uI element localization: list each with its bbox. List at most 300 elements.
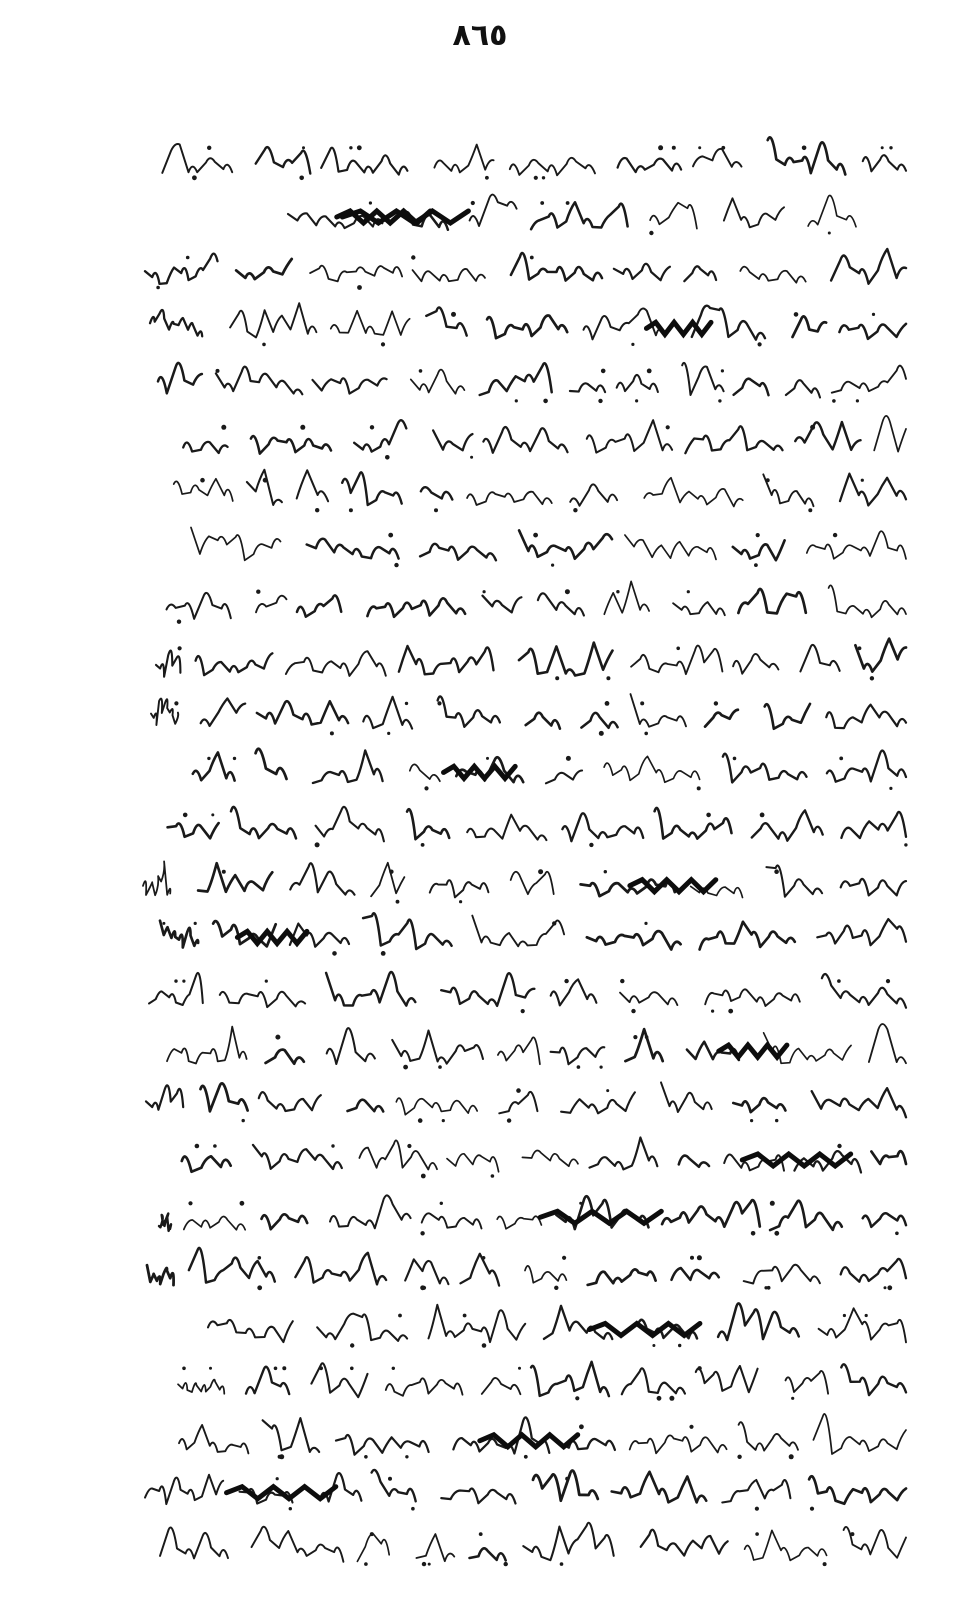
diacritic-dot: [177, 620, 181, 624]
handwritten-word: [467, 815, 546, 840]
diacritic-dot: [733, 756, 737, 760]
manuscript-line: [60, 852, 920, 912]
handwritten-word: [331, 310, 410, 334]
diacritic-dot: [856, 399, 859, 402]
handwritten-word: [765, 704, 810, 729]
diacritic-dot: [258, 1256, 262, 1260]
handwritten-word: [472, 916, 564, 947]
diacritic-dot: [479, 1532, 483, 1536]
handwritten-word: [357, 1533, 389, 1560]
handwritten-word: [263, 1418, 320, 1452]
handwriting-strokes: [161, 741, 910, 801]
diacritic-dot: [565, 589, 570, 594]
handwritten-word: [841, 1259, 906, 1282]
handwritten-word: [519, 530, 612, 558]
handwritten-word: [523, 1522, 613, 1559]
diacritic-dot: [566, 755, 571, 760]
diacritic-dot: [658, 145, 663, 150]
diacritic-dot: [162, 922, 165, 925]
diacritic-dot: [257, 1285, 262, 1290]
diacritic-dot: [697, 1255, 702, 1260]
diacritic-dot: [302, 146, 305, 149]
diacritic-dot: [711, 1009, 714, 1012]
diacritic-dot: [357, 285, 362, 290]
diacritic-dot: [562, 1256, 566, 1260]
diacritic-dot: [884, 1286, 887, 1289]
manuscript-line: [60, 1185, 920, 1245]
handwritten-word: [359, 1140, 437, 1169]
handwritten-word: [386, 1378, 463, 1395]
diacritic-dot: [605, 701, 610, 706]
manuscript-line: [60, 352, 920, 412]
diacritic-dot: [850, 1532, 854, 1536]
handwritten-word: [156, 650, 180, 676]
diacritic-dot: [420, 1285, 425, 1290]
handwritten-word: [655, 808, 732, 839]
handwritten-word: [841, 878, 906, 894]
handwritten-word: [178, 1380, 224, 1394]
handwritten-word: [430, 880, 489, 897]
handwritten-word: [147, 1265, 174, 1285]
handwritten-word: [160, 1527, 228, 1558]
handwritten-word: [158, 363, 202, 393]
diacritic-dot: [428, 1562, 431, 1565]
handwriting-strokes: [168, 1351, 910, 1411]
handwriting-strokes: [156, 796, 910, 856]
handwritten-word: [320, 1473, 361, 1501]
handwritten-word: [179, 1425, 248, 1453]
diacritic-dot: [676, 646, 680, 650]
handwriting-strokes: [154, 574, 910, 634]
handwritten-word: [399, 646, 494, 674]
diacritic-dot: [601, 369, 606, 374]
diacritic-dot: [482, 1343, 487, 1348]
handwritten-word: [705, 710, 738, 727]
handwritten-word: [672, 1268, 719, 1280]
handwritten-word: [807, 531, 906, 559]
handwritten-word: [590, 1138, 658, 1170]
diacritic-dot: [669, 1396, 674, 1401]
diacritic-dot: [758, 342, 762, 346]
handwriting-strokes: [137, 1240, 910, 1300]
diacritic-dot: [524, 1454, 528, 1458]
diacritic-dot: [889, 786, 892, 789]
handwritten-word: [416, 1534, 454, 1561]
handwritten-word: [146, 1085, 183, 1109]
diacritic-dot: [538, 869, 543, 874]
handwritten-word: [290, 863, 354, 894]
diacritic-dot: [411, 1507, 415, 1511]
diacritic-dot: [887, 1285, 892, 1290]
diacritic-dot: [411, 255, 415, 259]
handwritten-word: [162, 144, 232, 173]
handwritten-word: [722, 1480, 790, 1503]
diacritic-dot: [666, 425, 670, 429]
diacritic-dot: [507, 1118, 511, 1122]
handwritten-word: [363, 697, 412, 729]
diacritic-dot: [606, 676, 610, 680]
handwritten-word: [511, 253, 602, 281]
handwritten-word: [631, 694, 687, 727]
diacritic-dot: [543, 399, 548, 404]
diacritic-dot: [540, 201, 544, 205]
handwritten-word: [253, 1145, 342, 1169]
handwriting-strokes: [139, 963, 910, 1023]
manuscript-line: [60, 130, 920, 190]
diacritic-dot: [418, 1118, 423, 1123]
manuscript-line: [60, 463, 920, 523]
handwritten-word: [786, 380, 820, 397]
diacritic-dot: [577, 1065, 581, 1069]
handwritten-word: [587, 931, 681, 949]
diacritic-dot: [482, 1256, 486, 1260]
handwriting-strokes: [140, 297, 910, 357]
handwritten-word: [499, 1091, 537, 1112]
diacritic-dot: [182, 979, 185, 982]
handwritten-word: [812, 1088, 906, 1117]
diacritic-dot: [381, 951, 386, 956]
diacritic-dot: [839, 756, 843, 760]
handwritten-word: [604, 756, 700, 782]
diacritic-dot: [530, 256, 534, 260]
handwritten-word: [739, 1422, 798, 1450]
handwritten-word: [201, 1083, 248, 1111]
diacritic-dot: [635, 399, 638, 402]
handwritten-word: [313, 750, 383, 783]
diacritic-dot: [542, 176, 545, 179]
diacritic-dot: [756, 533, 760, 537]
handwriting-strokes: [250, 186, 860, 246]
diacritic-dot: [652, 1344, 655, 1347]
diacritic-dot: [470, 455, 473, 458]
handwriting-strokes: [135, 1462, 910, 1522]
handwritten-word: [189, 1248, 275, 1283]
handwritten-word: [696, 1366, 758, 1392]
diacritic-dot: [211, 813, 214, 816]
diacritic-dot: [331, 1144, 334, 1147]
diacritic-dot: [766, 478, 770, 482]
handwritten-word: [470, 194, 517, 225]
manuscript-line: [60, 796, 920, 856]
handwritten-word: [511, 871, 554, 893]
handwritten-word: [145, 254, 218, 284]
handwriting-strokes: [136, 1074, 910, 1134]
manuscript-line: [60, 1351, 920, 1411]
diacritic-dot: [483, 590, 486, 593]
diacritic-dot: [233, 756, 236, 759]
handwritten-word: [808, 195, 856, 226]
handwritten-word: [813, 1413, 906, 1453]
handwritten-word: [562, 813, 643, 841]
handwritten-word: [297, 595, 341, 616]
handwritten-word: [461, 1254, 500, 1286]
diacritic-dot: [388, 1477, 392, 1481]
handwritten-word: [734, 379, 769, 396]
diacritic-dot: [678, 1343, 681, 1346]
handwritten-word: [256, 748, 287, 778]
handwritten-word: [793, 316, 827, 337]
handwritten-word: [407, 809, 449, 839]
handwritten-word: [482, 1378, 521, 1394]
diacritic-dot: [573, 508, 577, 512]
diacritic-dot: [315, 508, 319, 512]
diacritic-dot: [714, 701, 718, 705]
handwritten-word: [766, 865, 822, 896]
diacritic-dot: [209, 1367, 212, 1370]
diacritic-dot: [276, 1477, 279, 1480]
diacritic-dot: [385, 455, 390, 460]
handwritten-word: [145, 1475, 223, 1504]
diacritic-dot: [791, 1397, 794, 1400]
handwritten-word: [252, 1526, 344, 1561]
handwritten-word: [182, 1156, 231, 1171]
handwriting-strokes: [150, 907, 910, 967]
handwritten-word: [618, 158, 682, 172]
handwritten-word: [286, 651, 386, 676]
diacritic-dot: [881, 146, 884, 149]
diacritic-dot: [369, 201, 372, 204]
handwritten-word: [371, 862, 404, 896]
diacritic-dot: [843, 1313, 846, 1316]
handwritten-word: [143, 861, 170, 895]
handwritten-word: [342, 472, 402, 505]
handwritten-word: [724, 198, 784, 227]
diacritic-dot: [451, 311, 456, 316]
diacritic-dot: [405, 702, 408, 705]
diacritic-dot: [240, 1200, 245, 1205]
handwritten-word: [822, 974, 906, 1008]
diacritic-dot: [672, 146, 676, 150]
diacritic-dot: [192, 175, 197, 180]
handwritten-manuscript: [60, 110, 920, 1580]
manuscript-line: [60, 297, 920, 357]
diacritic-dot: [810, 424, 815, 429]
diacritic-dot: [889, 146, 892, 149]
diacritic-dot: [551, 563, 554, 566]
handwriting-strokes: [149, 1185, 910, 1245]
diacritic-dot: [631, 342, 634, 345]
handwritten-word: [441, 973, 534, 1006]
handwriting-strokes: [135, 241, 910, 301]
handwritten-word: [682, 363, 723, 395]
handwritten-word: [327, 1028, 375, 1064]
handwritten-word: [826, 705, 906, 728]
handwritten-word: [561, 1092, 635, 1113]
diacritic-dot: [633, 1035, 637, 1039]
handwritten-word: [257, 701, 348, 724]
handwritten-word: [700, 922, 795, 950]
manuscript-line: [60, 1407, 920, 1467]
handwritten-word: [533, 1471, 598, 1501]
handwriting-strokes: [148, 352, 910, 412]
diacritic-dot: [518, 1367, 521, 1370]
diacritic-dot: [396, 899, 400, 903]
diacritic-dot: [554, 1286, 558, 1290]
diacritic-dot: [349, 508, 353, 512]
diacritic-dot: [706, 813, 711, 818]
manuscript-line: [60, 1518, 920, 1578]
handwritten-word: [662, 1200, 760, 1227]
manuscript-line: [60, 186, 920, 246]
diacritic-dot: [794, 312, 799, 317]
handwritten-word: [251, 436, 331, 454]
handwritten-word: [420, 543, 496, 559]
handwriting-strokes: [150, 408, 910, 468]
diacritic-dot: [604, 870, 607, 873]
diacritic-dot: [471, 200, 475, 204]
diacritic-dot: [315, 842, 320, 847]
diacritic-dot: [392, 1367, 395, 1370]
handwritten-word: [641, 1529, 728, 1555]
handwritten-word: [841, 1364, 906, 1395]
handwritten-word: [768, 137, 846, 174]
handwritten-word: [470, 1548, 506, 1560]
handwritten-word: [396, 1098, 477, 1115]
diacritic-dot: [289, 1507, 292, 1510]
handwriting-strokes: [190, 1296, 910, 1356]
handwritten-word: [434, 145, 493, 173]
handwritten-word: [230, 303, 316, 337]
diacritic-dot: [350, 1343, 354, 1347]
diacritic-dot: [721, 146, 725, 150]
handwritten-word: [531, 202, 628, 229]
handwriting-strokes: [141, 685, 910, 745]
diacritic-dot: [579, 1424, 584, 1429]
handwriting-strokes: [150, 130, 910, 190]
diacritic-dot: [275, 1035, 280, 1040]
diacritic-dot: [421, 843, 425, 847]
diacritic-dot: [178, 646, 182, 650]
diacritic-dot: [442, 1119, 445, 1122]
handwritten-word: [149, 972, 203, 1004]
diacritic-dot: [459, 900, 462, 903]
handwritten-word: [184, 1216, 245, 1229]
handwritten-word: [256, 596, 287, 613]
handwritten-word: [467, 492, 552, 505]
diacritic-dot: [350, 1367, 354, 1371]
diacritic-dot: [598, 399, 602, 403]
handwritten-word: [800, 644, 839, 671]
manuscript-line: [60, 408, 920, 468]
handwritten-word: [733, 653, 778, 673]
handwritten-word: [483, 427, 567, 453]
handwritten-word: [587, 420, 672, 452]
diacritic-dot: [689, 1424, 693, 1428]
diacritic-dot: [644, 732, 648, 736]
diacritic-dot: [207, 756, 210, 759]
diacritic-dot: [156, 286, 160, 290]
diacritic-dot: [213, 1144, 217, 1148]
handwritten-word: [321, 148, 407, 175]
diacritic-dot: [420, 1231, 424, 1235]
diacritic-dot: [186, 256, 190, 260]
handwritten-word: [422, 1213, 482, 1228]
handwritten-word: [348, 1099, 384, 1111]
handwritten-word: [650, 202, 697, 228]
diacritic-dot: [755, 1507, 759, 1511]
handwritten-word: [151, 699, 178, 725]
diacritic-dot: [823, 1562, 827, 1566]
diacritic-dot: [222, 869, 226, 873]
handwritten-word: [588, 1269, 656, 1284]
diacritic-dot: [774, 1230, 779, 1235]
diacritic-dot: [599, 731, 604, 736]
handwritten-word: [844, 1526, 906, 1557]
diacritic-dot: [833, 532, 837, 536]
handwritten-word: [150, 309, 202, 335]
manuscript-line: [60, 241, 920, 301]
handwritten-word: [316, 807, 384, 841]
handwriting-strokes: [165, 519, 910, 579]
diacritic-dot: [872, 312, 875, 315]
diacritic-dot: [274, 1367, 278, 1371]
handwritten-word: [372, 1470, 416, 1501]
diacritic-dot: [697, 786, 701, 790]
handwritten-word: [685, 426, 782, 453]
handwritten-word: [256, 147, 311, 173]
manuscript-line: [60, 1296, 920, 1356]
handwritten-word: [310, 266, 402, 282]
handwritten-word: [538, 593, 584, 615]
diacritic-dot: [381, 342, 385, 346]
diacritic-dot: [349, 146, 352, 149]
handwriting-strokes: [146, 630, 910, 690]
handwritten-word: [770, 1200, 842, 1229]
handwritten-word: [831, 249, 906, 284]
diacritic-dot: [755, 1532, 759, 1536]
handwritten-word: [819, 1308, 906, 1342]
manuscript-line: [60, 1462, 920, 1522]
handwritten-word: [447, 1154, 499, 1172]
diacritic-dot: [728, 1008, 733, 1013]
diacritic-dot: [895, 1231, 899, 1235]
handwritten-word: [201, 699, 246, 726]
handwritten-word: [262, 1214, 308, 1229]
handwritten-word: [525, 1266, 566, 1283]
diacritic-dot: [904, 843, 907, 846]
diacritic-dot: [394, 562, 398, 566]
handwritten-word: [220, 991, 305, 1006]
diacritic-dot: [221, 424, 226, 429]
handwritten-word: [193, 752, 235, 780]
diacritic-dot: [262, 342, 266, 346]
handwritten-word: [441, 1489, 515, 1504]
handwritten-word: [679, 1156, 709, 1167]
handwritten-word: [718, 1303, 799, 1340]
diacritic-dot: [364, 1455, 368, 1459]
diacritic-dot: [421, 1174, 426, 1179]
handwritten-word: [247, 470, 282, 505]
diacritic-dot: [438, 1065, 442, 1069]
handwritten-word: [392, 1031, 483, 1064]
diacritic-dot: [774, 869, 779, 874]
handwritten-word: [693, 149, 742, 167]
handwritten-word: [231, 807, 296, 838]
handwritten-word: [614, 264, 670, 280]
diacritic-dot: [789, 1454, 794, 1459]
diacritic-dot: [575, 1396, 579, 1400]
diacritic-dot: [564, 978, 568, 982]
manuscript-line: [60, 963, 920, 1023]
handwritten-word: [522, 1151, 578, 1167]
diacritic-dot: [858, 646, 862, 650]
handwritten-word: [625, 535, 716, 559]
handwritten-word: [487, 315, 567, 338]
handwritten-word: [832, 366, 906, 393]
handwritten-word: [839, 323, 906, 338]
handwritten-word: [622, 1368, 685, 1394]
diacritic-dot: [754, 563, 758, 567]
